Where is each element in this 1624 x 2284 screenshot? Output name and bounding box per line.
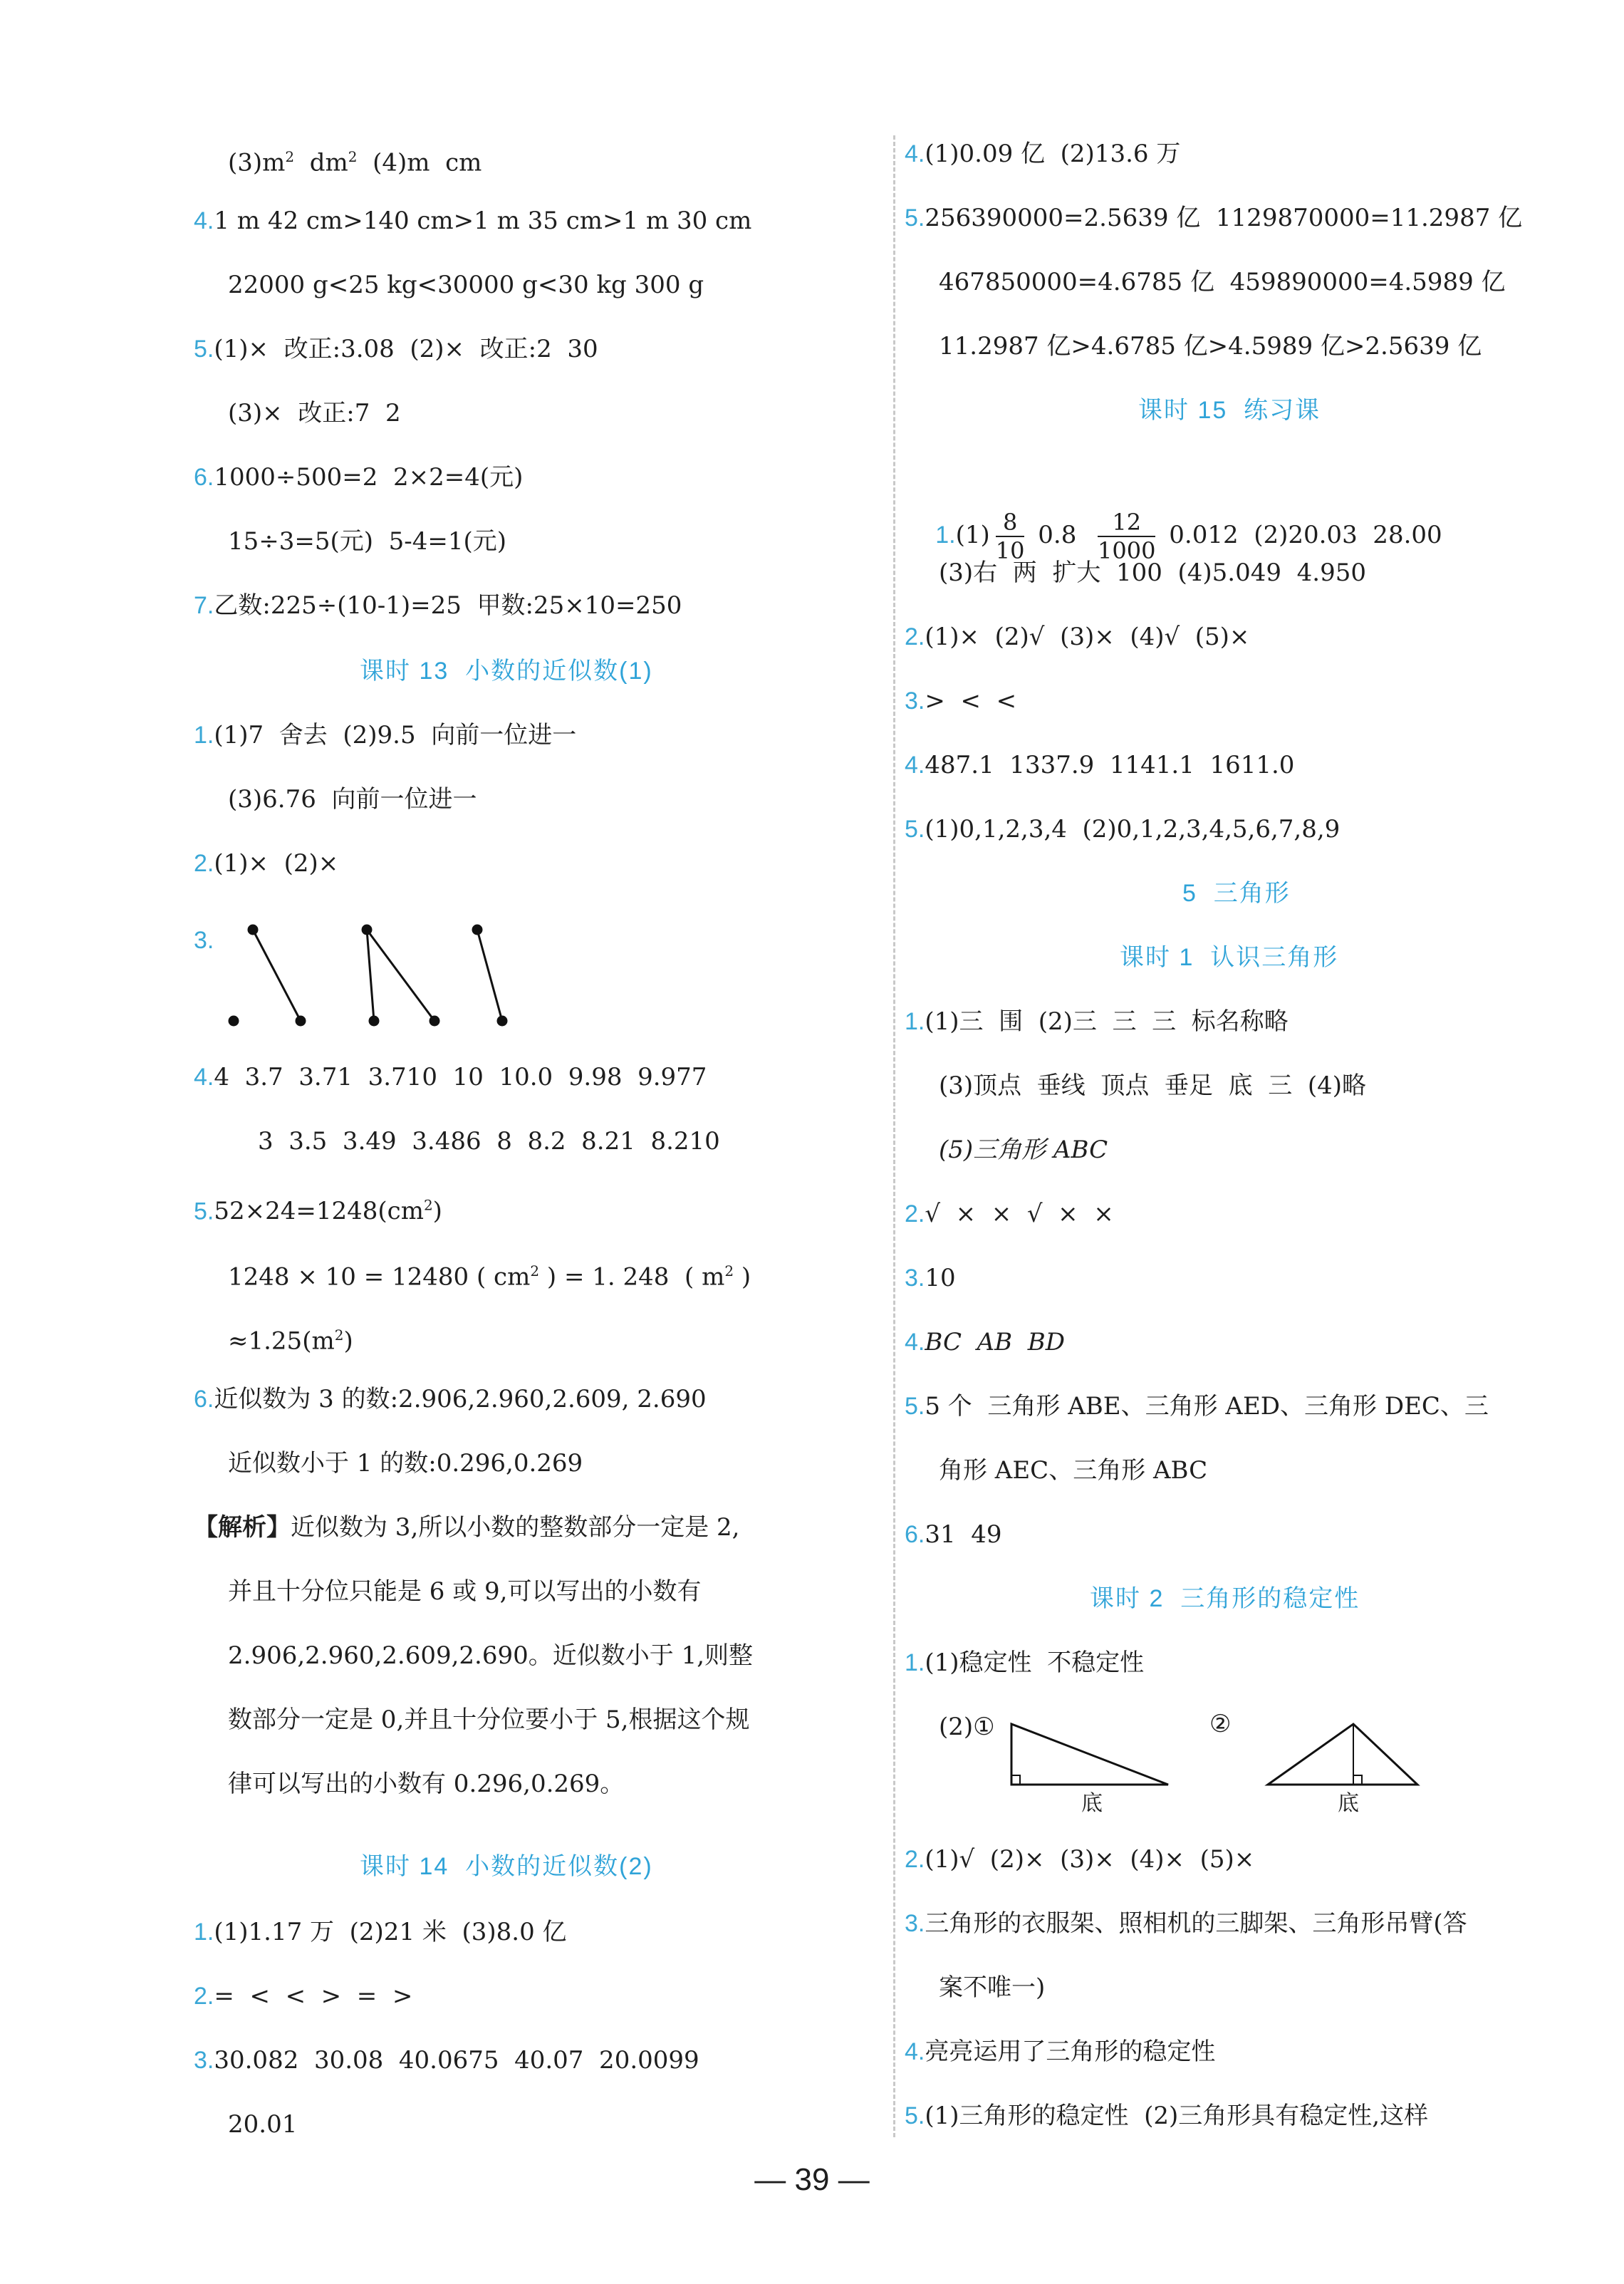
question-3: 3.> < < [905,687,1017,715]
figure-label: (2)① [939,1713,995,1741]
analysis-line: 数部分一定是 0,并且十分位要小于 5,根据这个规 [228,1706,750,1734]
page-number: — 39 — [754,2162,870,2197]
question-4: 4.(1)0.09 亿 (2)13.6 万 [905,140,1181,168]
section-title: 课时 15 练习课 [1138,397,1321,424]
answer-line: 20.01 [228,2110,298,2139]
question-3: 3. [194,927,214,954]
answer-line: 22000 g<25 kg<30000 g<30 kg 300 g [228,271,704,299]
fraction: $\frac{12}{1000}$ [1098,509,1156,564]
answer-line: (3)6.76 向前一位进一 [228,785,477,814]
answer-line: 467850000=4.6785 亿 459890000=4.5989 亿 [939,268,1506,296]
analysis-line: 【解析】近似数为 3,所以小数的整数部分一定是 2, [194,1513,740,1542]
question-6: 6.1000÷500=2 2×2=4(元) [194,463,524,492]
section-title: 课时 13 小数的近似数(1) [360,658,653,685]
question-5: 5.(1)0,1,2,3,4 (2)0,1,2,3,4,5,6,7,8,9 [905,815,1341,843]
question-5: 5.(1)× 改正:3.08 (2)× 改正:2 30 [194,335,598,363]
answer-line: 3 3.5 3.49 3.486 8 8.2 8.21 8.210 [258,1127,720,1156]
answer-line: (3)× 改正:7 2 [228,399,401,427]
question-1: 1.(1)三 围 (2)三 三 三 标名称略 [905,1007,1289,1036]
answer-line: (3)右 两 扩大 100 (4)5.049 4.950 [939,559,1366,587]
answer-line: 角形 AEC、三角形 ABC [939,1456,1208,1485]
section-title: 课时 2 三角形的稳定性 [1090,1585,1360,1612]
question-2: 2.(1)× (2)√ (3)× (4)√ (5)× [905,623,1250,651]
question-1: 1.(1)稳定性 不稳定性 [905,1649,1145,1677]
triangle-height-diagram [1004,1717,1432,1802]
answer-line: $(3)m^2$ $dm^2$ (4)m cm [228,148,482,177]
question-1: 1.(1) $\frac{8}{10}$ 0.8 $\frac{12}{1000}$ 0.012 (2)20.03 28.00 [935,509,1442,564]
question-5: 5.(1)三角形的稳定性 (2)三角形具有稳定性,这样 [905,2102,1429,2130]
dot-line-diagram [214,919,527,1033]
analysis-line: 律可以写出的小数有 0.296,0.269。 [228,1770,625,1798]
question-7: 7.乙数:225÷(10-1)=25 甲数:25×10=250 [194,591,682,620]
unit-title: 5 三角形 [1182,880,1291,907]
question-2: 2.= < < > = > [194,1982,413,2010]
analysis-line: 并且十分位只能是 6 或 9,可以写出的小数有 [228,1577,702,1606]
question-2: 2.√ × × √ × × [905,1200,1114,1228]
answer-line: 15÷3=5(元) 5-4=1(元) [228,527,507,556]
question-5: 5.5 个 三角形 ABE、三角形 AED、三角形 DEC、三 [905,1392,1489,1421]
question-1: 1.(1)1.17 万 (2)21 米 (3)8.0 亿 [194,1918,567,1946]
answer-line: 1248 × 10 = 12480 ( $cm^2$ ) = 1. 248 ( $m^2$ ) [228,1262,751,1292]
fraction: $\frac{8}{10}$ [995,509,1025,564]
question-6: 6.近似数为 3 的数:2.906,2.960,2.609, 2.690 [194,1385,707,1413]
question-5: 5.256390000=2.5639 亿 1129870000=11.2987 亿 [905,204,1523,232]
answer-line: 案不唯一) [939,1973,1046,2002]
figure-label: ② [1209,1710,1232,1738]
question-4: 4.亮亮运用了三角形的稳定性 [905,2038,1216,2066]
question-2: 2.(1)√ (2)× (3)× (4)× (5)× [905,1845,1255,1874]
question-2: 2.(1)× (2)× [194,849,339,878]
answer-line: $\approx 1.25(m^2)$ [228,1327,353,1356]
base-label: 底 [1081,1791,1103,1816]
question-5: $5.52\times 24=1248(cm^2)$ [194,1197,442,1226]
column-divider [893,135,895,2137]
section-title: 课时 1 认识三角形 [1120,944,1339,971]
base-label: 底 [1338,1791,1359,1816]
answer-line: (3)顶点 垂线 顶点 垂足 底 三 (4)略 [939,1071,1367,1100]
question-4: 4.487.1 1337.9 1141.1 1611.0 [905,751,1295,779]
analysis-line: 2.906,2.960,2.609,2.690。近似数小于 1,则整 [228,1641,754,1670]
question-6: 6.31 49 [905,1520,1002,1549]
question-4: 4.4 3.7 3.71 3.710 10 10.0 9.98 9.977 [194,1063,707,1091]
question-3: 3.三角形的衣服架、照相机的三脚架、三角形吊臂(答 [905,1909,1467,1938]
question-4: 4.1 m 42 cm>140 cm>1 m 35 cm>1 m 30 cm [194,207,752,235]
section-title: 课时 14 小数的近似数(2) [360,1853,653,1880]
answer-line: 近似数小于 1 的数:0.296,0.269 [228,1449,583,1478]
answer-line: (5)三角形 ABC [939,1136,1108,1164]
answer-line: 11.2987 亿>4.6785 亿>4.5989 亿>2.5639 亿 [939,332,1482,360]
question-1: 1.(1)7 舍去 (2)9.5 向前一位进一 [194,721,577,749]
question-3: 3.30.082 30.08 40.0675 40.07 20.0099 [194,2046,699,2075]
question-4: 4.BC AB BD [905,1328,1066,1356]
question-3: 3.10 [905,1264,956,1292]
